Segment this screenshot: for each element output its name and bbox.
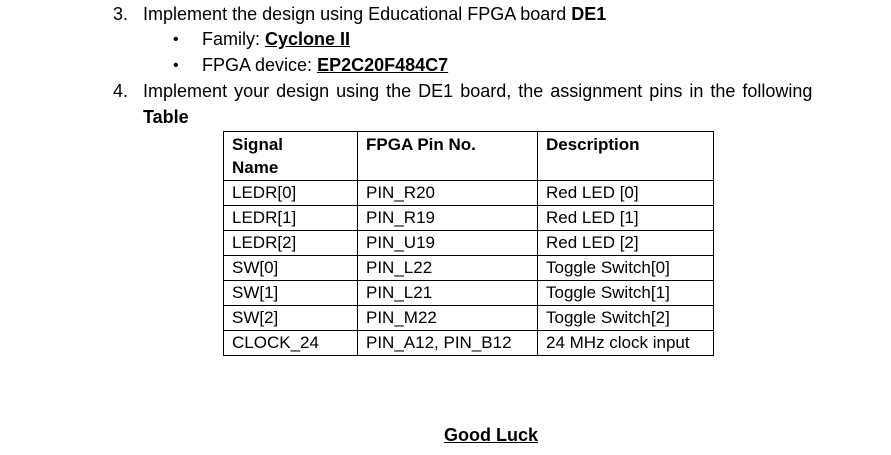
table-row (224, 306, 714, 331)
pin-assignment-table (223, 131, 714, 356)
cell-signal: SW[0] (224, 256, 358, 281)
cell-description: Toggle Switch[2] (538, 306, 714, 331)
header-signal-name (224, 132, 358, 181)
item-4-text: Implement your design using the DE1 board, the assignment pins in the following (143, 81, 813, 101)
cell-pin: PIN_U19 (358, 231, 538, 256)
family-label: Family: (202, 29, 265, 49)
family-value: Cyclone II (265, 29, 351, 49)
device-label: FPGA device: (202, 55, 318, 75)
cell-signal: SW[1] (224, 281, 358, 306)
cell-description: Red LED [2] (538, 231, 714, 256)
table-row (224, 206, 714, 231)
cell-signal: SW[2] (224, 306, 358, 331)
item-4-number: 4. (113, 81, 129, 101)
cell-pin: PIN_A12, PIN_B12 (358, 331, 538, 356)
table-row (224, 331, 714, 356)
item-4 (113, 80, 812, 102)
cell-signal: CLOCK_24 (224, 331, 358, 356)
table-row (224, 256, 714, 281)
table-row (224, 181, 714, 206)
item-3-text: Implement the design using Educational FPGA board (143, 4, 572, 24)
cell-description: 24 MHz clock input (538, 331, 714, 356)
cell-signal: LEDR[0] (224, 181, 358, 206)
bullet-family (202, 28, 350, 50)
cell-pin: PIN_R19 (358, 206, 538, 231)
bullet-icon: • (173, 31, 179, 48)
cell-pin: PIN_L21 (358, 281, 538, 306)
cell-pin: PIN_M22 (358, 306, 538, 331)
cell-description: Red LED [0] (538, 181, 714, 206)
item-3-number: 3. (113, 4, 129, 24)
item-3-board: DE1 (571, 4, 607, 24)
bullet-icon: • (173, 57, 179, 74)
table-header-row (224, 132, 714, 181)
device-value: EP2C20F484C7 (317, 55, 449, 75)
header-signal-line2: Name (232, 158, 279, 177)
cell-description: Toggle Switch[1] (538, 281, 714, 306)
table-row (224, 231, 714, 256)
cell-signal: LEDR[2] (224, 231, 358, 256)
cell-signal: LEDR[1] (224, 206, 358, 231)
item-4-continuation: Table (143, 107, 189, 127)
header-fpga-pin: FPGA Pin No. (358, 132, 538, 181)
cell-pin: PIN_R20 (358, 181, 538, 206)
cell-description: Red LED [1] (538, 206, 714, 231)
header-signal-line1: Signal (232, 135, 284, 154)
table-row (224, 281, 714, 306)
cell-description: Toggle Switch[0] (538, 256, 714, 281)
bullet-device (202, 54, 448, 76)
good-luck-closing: Good Luck (444, 425, 538, 445)
cell-pin: PIN_L22 (358, 256, 538, 281)
header-description: Description (538, 132, 714, 181)
item-3 (113, 3, 606, 25)
